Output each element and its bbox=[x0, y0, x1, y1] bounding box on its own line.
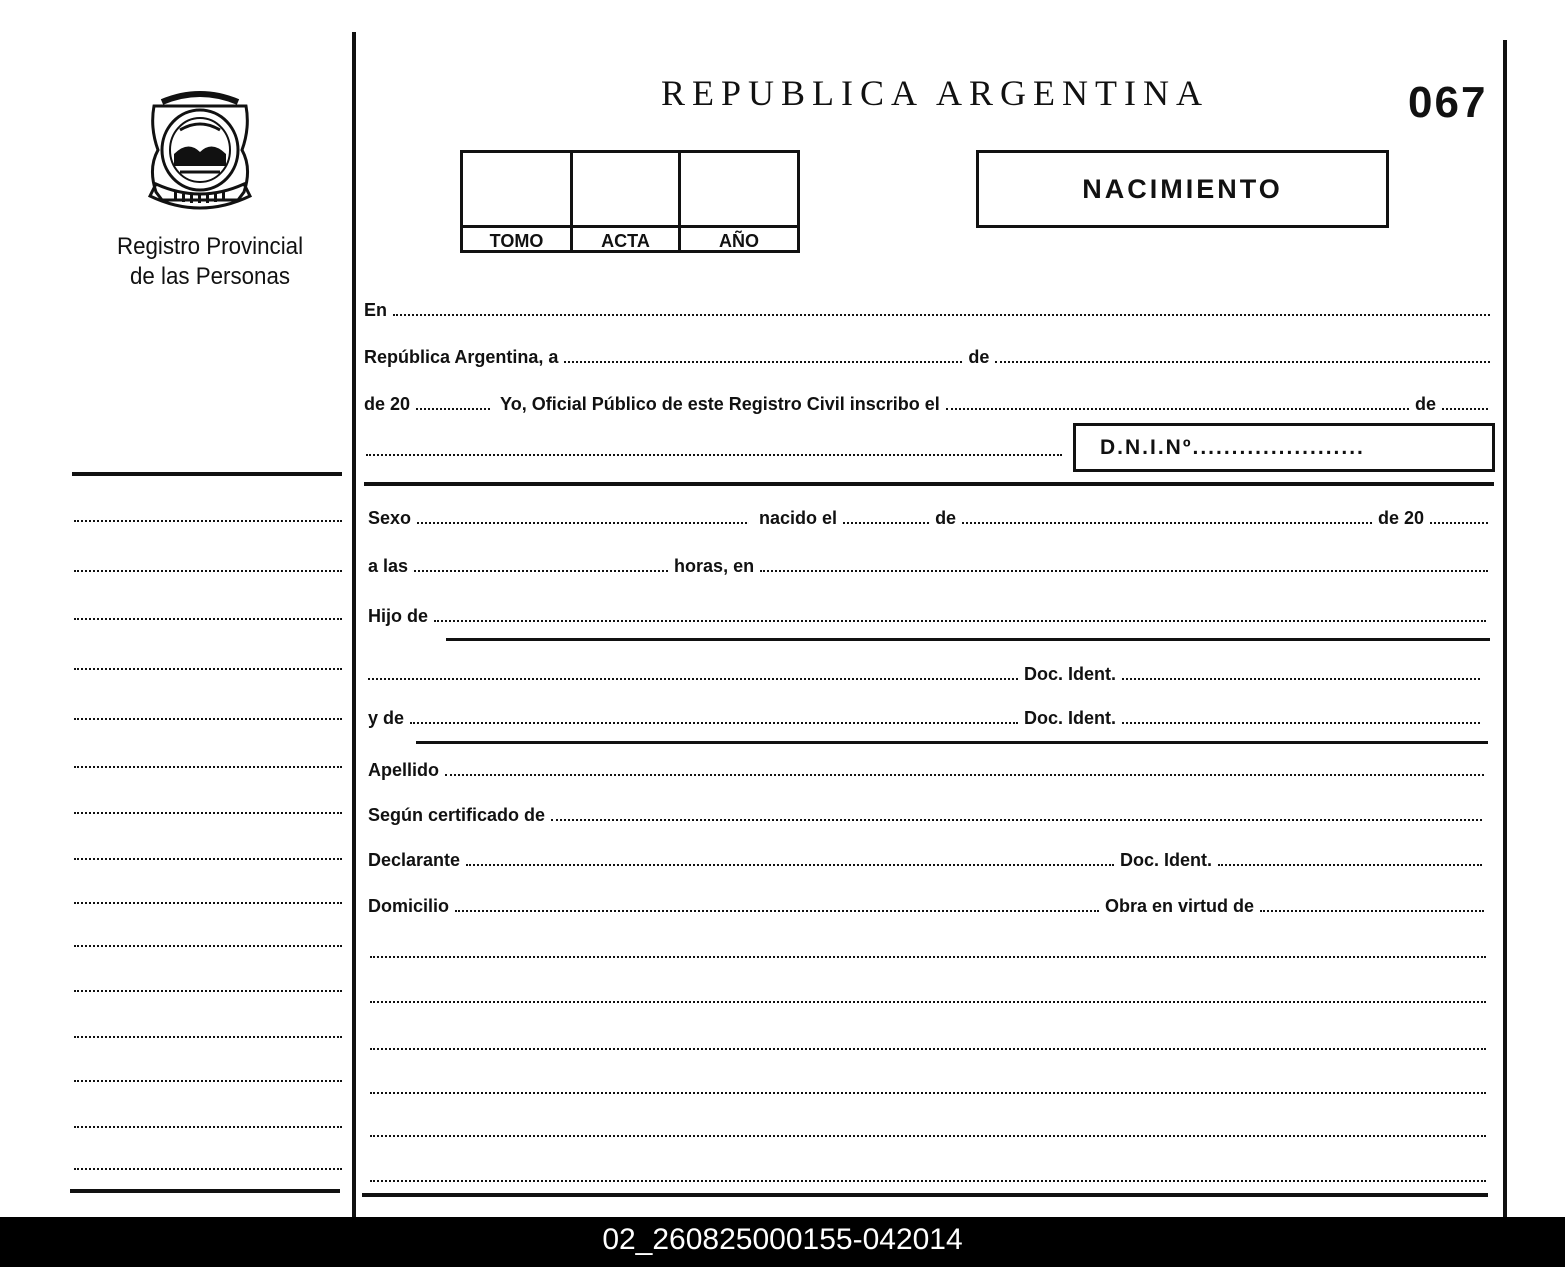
side-line-4[interactable] bbox=[74, 666, 342, 670]
act-type-box: NACIMIENTO bbox=[976, 150, 1389, 228]
field-declarante-doc[interactable] bbox=[1218, 850, 1482, 866]
ano-label: AÑO bbox=[681, 225, 797, 253]
label-de20-2: de 20 bbox=[1377, 508, 1424, 528]
left-divider-line bbox=[352, 32, 356, 1217]
book-reference-box bbox=[460, 150, 800, 253]
body-bottom-line bbox=[362, 1193, 1488, 1197]
side-line-12[interactable] bbox=[74, 1034, 342, 1038]
field-year[interactable] bbox=[416, 394, 490, 410]
country-title: REPUBLICA ARGENTINA bbox=[660, 73, 1210, 113]
side-line-5[interactable] bbox=[74, 716, 342, 720]
side-line-10[interactable] bbox=[74, 943, 342, 947]
label-doc-2: Doc. Ident. bbox=[1023, 708, 1116, 728]
field-birth-month[interactable] bbox=[962, 508, 1372, 524]
field-mother[interactable] bbox=[410, 708, 1018, 724]
scan-code-footer: 02_260825000155-042014 bbox=[0, 1217, 1565, 1267]
field-de-2[interactable] bbox=[1442, 394, 1488, 410]
side-top-line bbox=[72, 472, 342, 476]
registry-name-line2: de las Personas bbox=[129, 263, 291, 290]
field-father-doc[interactable] bbox=[1122, 664, 1480, 680]
acta-label: ACTA bbox=[573, 225, 681, 253]
field-obra[interactable] bbox=[1260, 896, 1484, 912]
label-apellido: Apellido bbox=[368, 760, 439, 780]
field-apellido[interactable] bbox=[445, 760, 1484, 776]
registry-name-line1: Registro Provincial bbox=[116, 233, 304, 260]
row-horas bbox=[368, 556, 1494, 577]
side-line-7[interactable] bbox=[74, 810, 342, 814]
row-hijo bbox=[368, 606, 1492, 627]
side-line-15[interactable] bbox=[74, 1166, 342, 1170]
label-en: En bbox=[364, 300, 388, 320]
field-line-name[interactable] bbox=[366, 452, 1062, 456]
row-apellido bbox=[368, 760, 1490, 781]
label-sexo: Sexo bbox=[368, 508, 412, 528]
field-day[interactable] bbox=[564, 347, 962, 363]
dni-box[interactable]: D.N.I.Nº...................... bbox=[1073, 423, 1495, 472]
father-underline bbox=[446, 638, 1490, 641]
label-doc-1: Doc. Ident. bbox=[1023, 664, 1116, 684]
side-line-9[interactable] bbox=[74, 900, 342, 904]
field-domicilio[interactable] bbox=[455, 896, 1099, 912]
row-en bbox=[364, 300, 1496, 321]
row-yo bbox=[364, 394, 1494, 415]
label-domicilio: Domicilio bbox=[368, 896, 450, 916]
misiones-seal-icon bbox=[140, 88, 260, 218]
side-line-13[interactable] bbox=[74, 1078, 342, 1082]
tomo-cell[interactable] bbox=[463, 153, 573, 225]
field-certificado[interactable] bbox=[551, 805, 1482, 821]
field-father-cont[interactable] bbox=[368, 664, 1018, 680]
ano-cell[interactable] bbox=[681, 153, 797, 225]
label-horas: horas, en bbox=[674, 556, 755, 576]
label-de-2: de bbox=[1414, 394, 1436, 414]
label-y-de: y de bbox=[368, 708, 405, 728]
label-republica: República Argentina, a bbox=[364, 347, 559, 367]
body-line-4[interactable] bbox=[370, 1090, 1486, 1094]
acta-cell[interactable] bbox=[573, 153, 681, 225]
label-hijo: Hijo de bbox=[368, 606, 429, 626]
label-declarante: Declarante bbox=[368, 850, 461, 870]
label-de-3: de bbox=[935, 508, 957, 528]
body-line-3[interactable] bbox=[370, 1046, 1486, 1050]
side-line-2[interactable] bbox=[74, 568, 342, 572]
field-declarante[interactable] bbox=[466, 850, 1114, 866]
label-de-1: de bbox=[968, 347, 990, 367]
row-father-doc bbox=[368, 664, 1486, 685]
body-line-1[interactable] bbox=[370, 954, 1486, 958]
field-month[interactable] bbox=[995, 347, 1490, 363]
label-doc-3: Doc. Ident. bbox=[1119, 850, 1212, 870]
label-a-las: a las bbox=[368, 556, 409, 576]
side-line-14[interactable] bbox=[74, 1124, 342, 1128]
field-birth-year[interactable] bbox=[1430, 508, 1488, 524]
row-domicilio bbox=[368, 896, 1490, 917]
field-hour[interactable] bbox=[414, 556, 668, 572]
section-divider-top bbox=[364, 482, 1494, 486]
mother-underline bbox=[416, 741, 1488, 744]
side-line-8[interactable] bbox=[74, 856, 342, 860]
field-birthplace[interactable] bbox=[760, 556, 1488, 572]
field-sexo[interactable] bbox=[417, 508, 747, 524]
label-de20: de 20 bbox=[364, 394, 411, 414]
side-line-11[interactable] bbox=[74, 988, 342, 992]
body-line-6[interactable] bbox=[370, 1178, 1486, 1182]
field-inscribo[interactable] bbox=[946, 394, 1409, 410]
serial-number: 067 bbox=[1408, 78, 1488, 127]
tomo-label: TOMO bbox=[463, 225, 573, 253]
side-line-1[interactable] bbox=[74, 518, 342, 522]
label-segun: Según certificado de bbox=[368, 805, 546, 825]
field-father[interactable] bbox=[434, 606, 1486, 622]
row-segun bbox=[368, 805, 1488, 826]
body-line-2[interactable] bbox=[370, 999, 1486, 1003]
registry-name bbox=[71, 232, 350, 292]
row-republica bbox=[364, 347, 1496, 368]
side-bottom-line bbox=[70, 1189, 340, 1193]
field-birth-day[interactable] bbox=[843, 508, 929, 524]
row-mother bbox=[368, 708, 1486, 729]
label-nacido: nacido el bbox=[759, 508, 838, 528]
label-yo: Yo, Oficial Público de este Registro Civil inscribo el bbox=[500, 394, 940, 414]
row-declarante bbox=[368, 850, 1488, 871]
side-line-3[interactable] bbox=[74, 616, 342, 620]
right-border-line bbox=[1503, 40, 1507, 1217]
row-sexo bbox=[368, 508, 1494, 529]
side-line-6[interactable] bbox=[74, 764, 342, 768]
field-en[interactable] bbox=[393, 300, 1490, 316]
label-obra: Obra en virtud de bbox=[1104, 896, 1254, 916]
field-mother-doc[interactable] bbox=[1122, 708, 1480, 724]
body-line-5[interactable] bbox=[370, 1133, 1486, 1137]
